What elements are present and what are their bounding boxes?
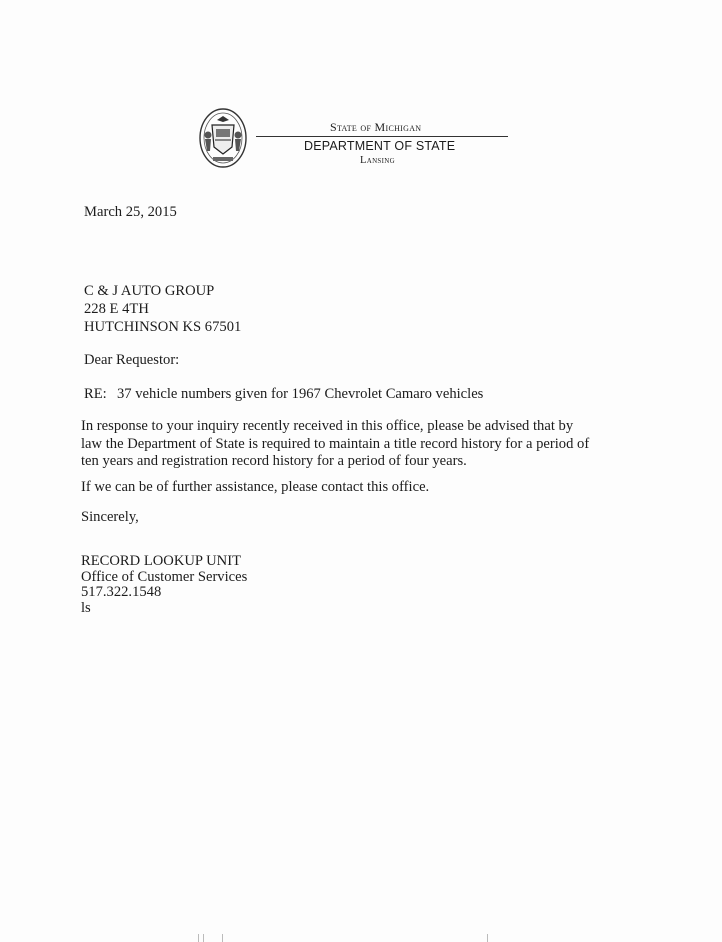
michigan-seal-icon xyxy=(198,107,248,169)
letter-date: March 25, 2015 xyxy=(84,204,177,220)
letterhead-state: State of Michigan xyxy=(330,120,422,134)
signature-initials: ls xyxy=(81,600,91,616)
scan-mark xyxy=(203,934,204,942)
scan-mark xyxy=(222,934,223,942)
closing: Sincerely, xyxy=(81,509,139,525)
recipient-street: 228 E 4TH xyxy=(84,301,149,317)
re-text: 37 vehicle numbers given for 1967 Chevrolet Camaro vehicles xyxy=(117,386,484,402)
signature-unit: RECORD LOOKUP UNIT xyxy=(81,553,241,569)
salutation: Dear Requestor: xyxy=(84,352,180,368)
recipient-city: HUTCHINSON KS 67501 xyxy=(84,319,242,335)
letterhead-city: Lansing xyxy=(360,155,395,166)
body-paragraph-1: In response to your inquiry recently received in this office, please be advised that by law the Department of State is required to maintain a title record history for a period of ten years and registration record history for a period of four years. xyxy=(81,418,590,469)
signature-phone: 517.322.1548 xyxy=(81,584,162,600)
re-label: RE: xyxy=(84,386,107,402)
recipient-name: C & J AUTO GROUP xyxy=(84,283,215,299)
letterhead-department: DEPARTMENT OF STATE xyxy=(304,139,456,153)
signature-office: Office of Customer Services xyxy=(81,569,248,585)
scan-mark xyxy=(487,934,488,942)
scan-mark xyxy=(198,934,199,942)
body-paragraph-2: If we can be of further assistance, please contact this office. xyxy=(81,479,430,495)
letterhead-rule xyxy=(256,136,508,137)
